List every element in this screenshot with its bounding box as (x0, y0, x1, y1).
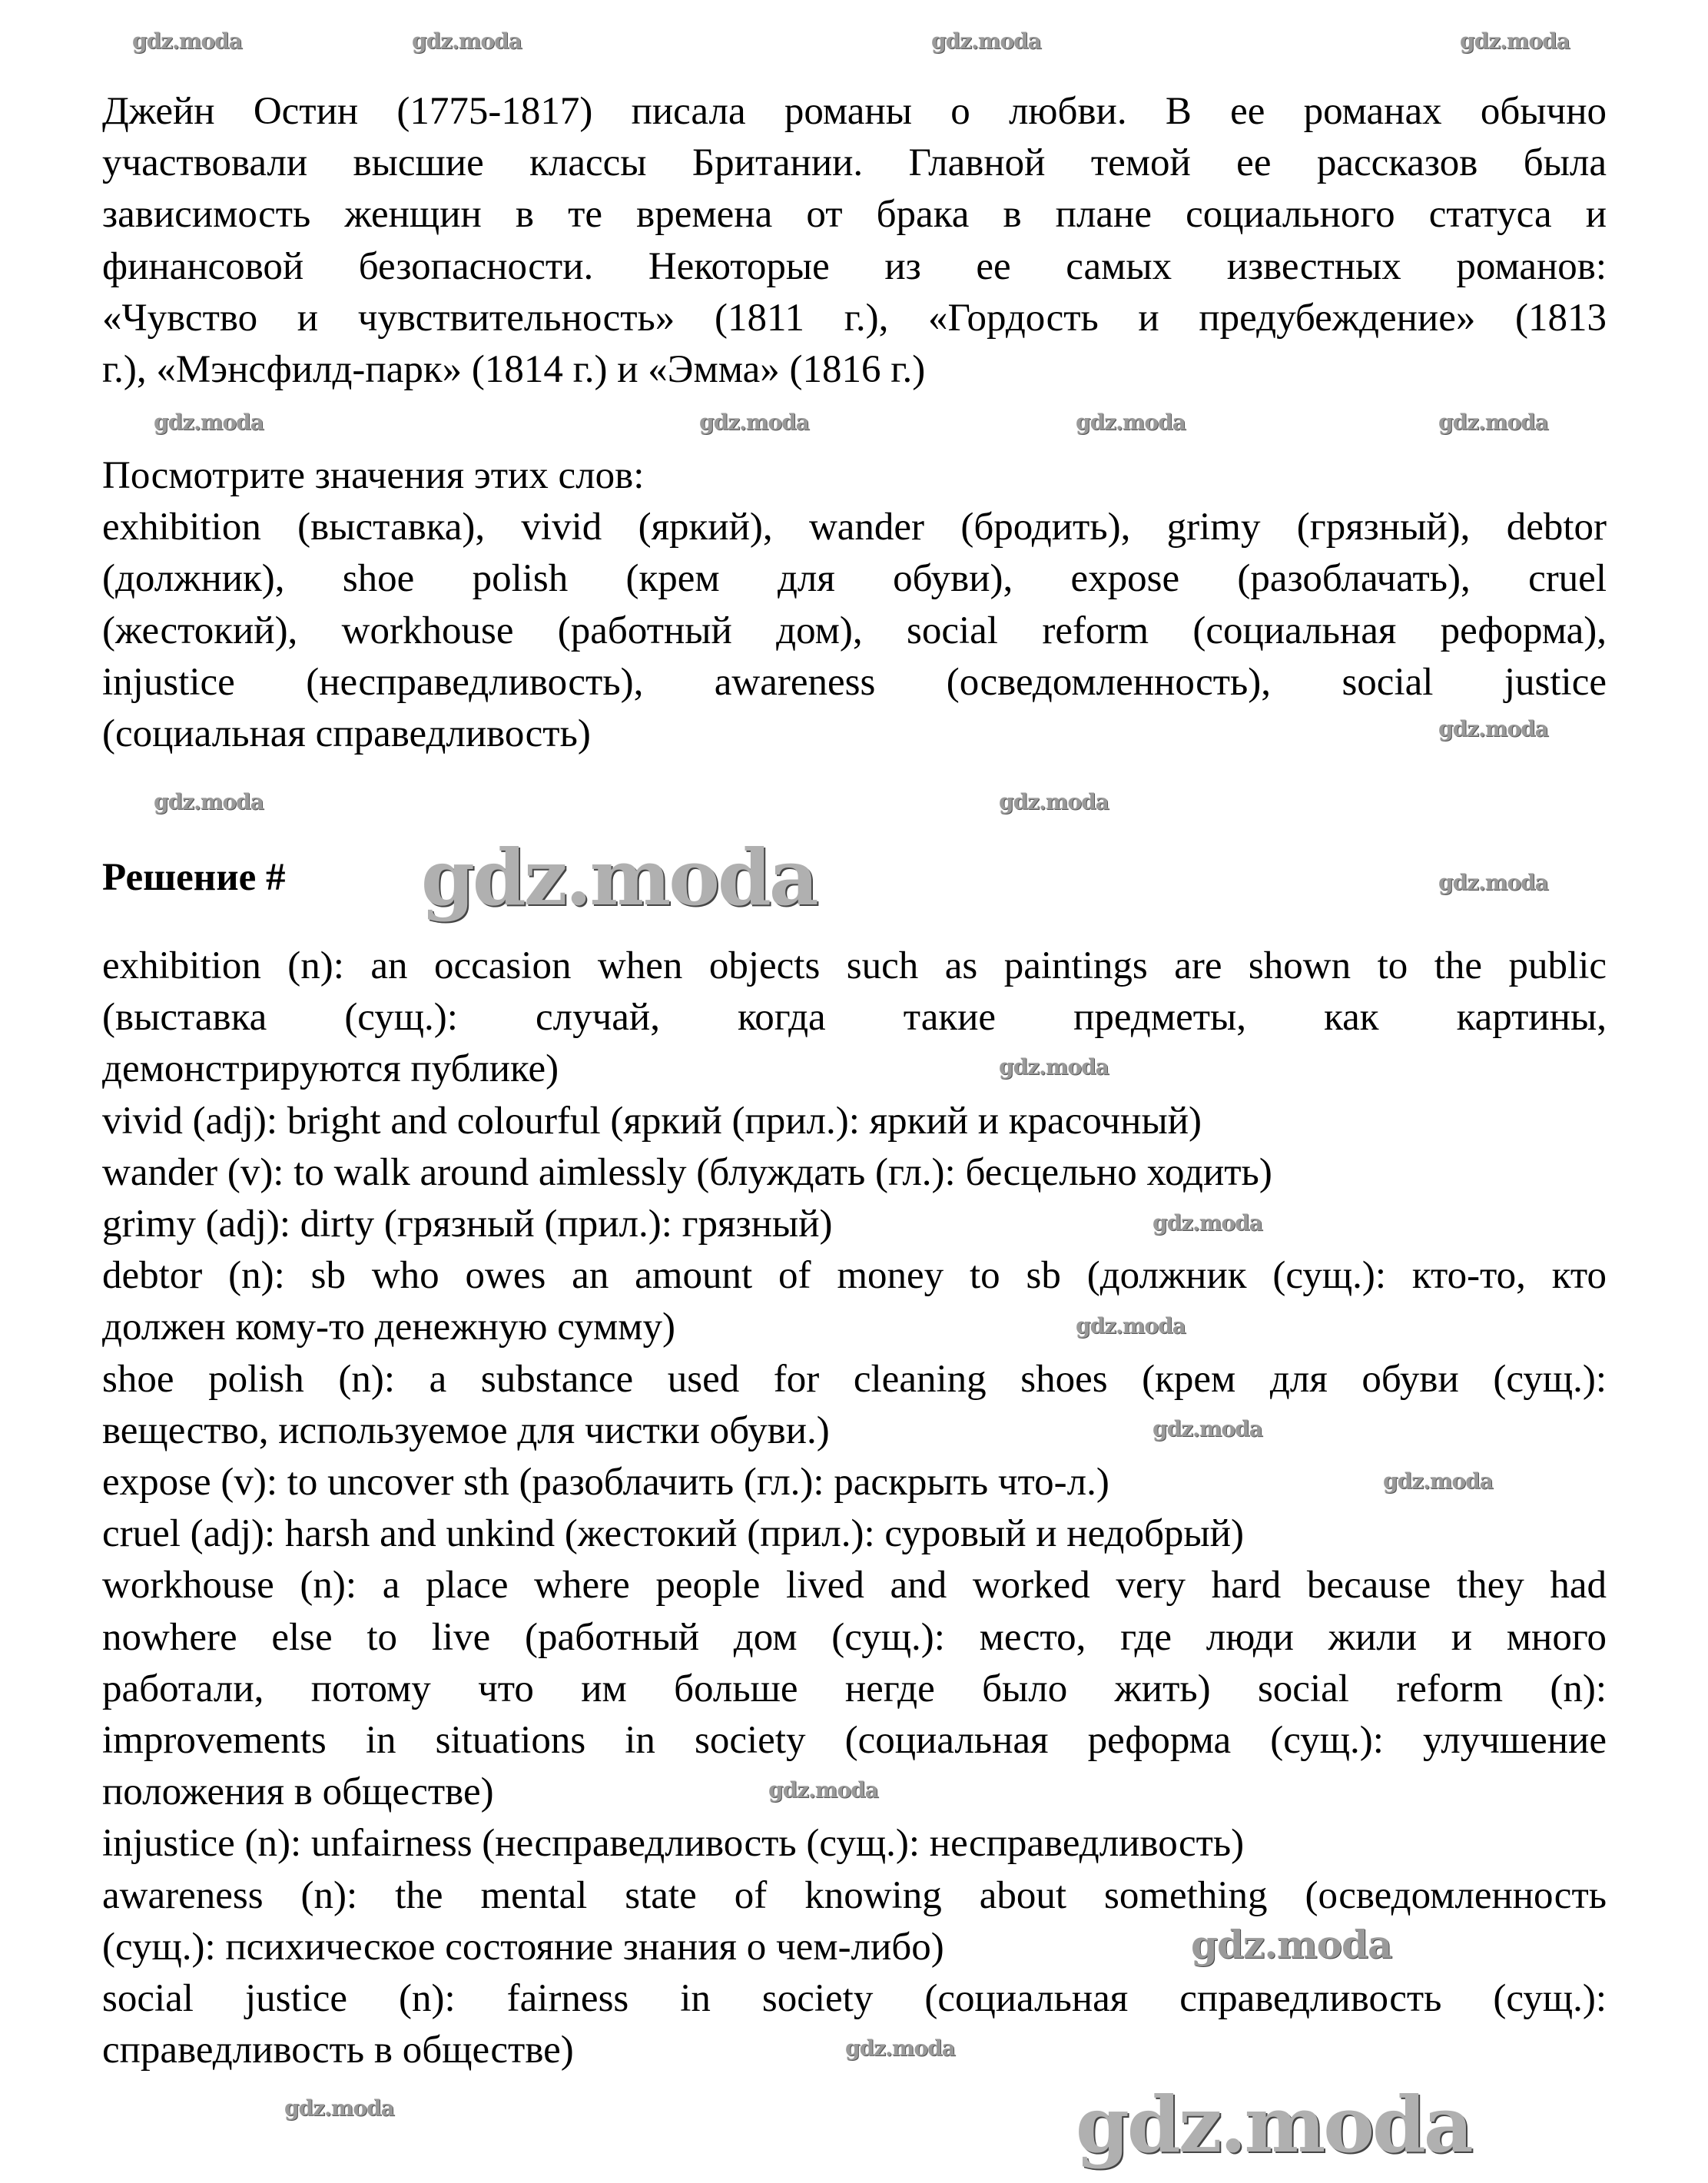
text-line: зависимость женщин в те времена от брака в плане социального статуса и (102, 193, 1607, 237)
text-line: финансовой безопасности. Некоторые из ее самых известных романов: (102, 244, 1607, 288)
watermark: gdz.moda (768, 1777, 878, 1803)
watermark: gdz.moda (1076, 1313, 1186, 1339)
text-line: справедливость в обществе) (102, 2029, 574, 2072)
text-line: (сущ.): психическое состояние знания о чем-либо) (102, 1925, 944, 1969)
text-line: grimy (adj): dirty (грязный (прил.): грязный) (102, 1203, 833, 1246)
text-line: (социальная справедливость) (102, 712, 591, 756)
text-line: Посмотрите значения этих слов: (102, 454, 645, 497)
text-line: nowhere else to live (работный дом (сущ.): место, где люди жили и много (102, 1615, 1607, 1659)
text-line: workhouse (n): a place where people lived and worked very hard because they had (102, 1564, 1607, 1607)
text-line: debtor (n): sb who owes an amount of money to sb (должник (сущ.): кто-то, кто (102, 1254, 1607, 1298)
text-line: vivid (adj): bright and colourful (яркий (прил.): яркий и красочный) (102, 1099, 1202, 1143)
text-line: «Чувство и чувствительность» (1811 г.), «Гордость и предубеждение» (1813 (102, 296, 1607, 340)
text-line: Джейн Остин (1775-1817) писала романы о любви. В ее романах обычно (102, 90, 1607, 133)
solution-heading: Решение # (102, 856, 286, 899)
watermark: gdz.moda (845, 2035, 955, 2061)
text-line: участвовали высшие классы Британии. Главной темой ее рассказов была (102, 141, 1607, 185)
watermark: gdz.moda (1076, 410, 1186, 435)
text-line: cruel (adj): harsh and unkind (жестокий (прил.): суровый и недобрый) (102, 1512, 1244, 1556)
text-line: injustice (несправедливость), awareness (осведомленность), social justice (102, 660, 1607, 704)
watermark: gdz.moda (154, 410, 264, 435)
vocab-paragraph (102, 450, 1607, 760)
text-line: демонстрируются публике) (102, 1047, 559, 1091)
text-line: (жестокий), workhouse (работный дом), social reform (социальная реформа), (102, 609, 1607, 652)
text-line: (должник), shoe polish (крем для обуви), expose (разоблачать), cruel (102, 557, 1607, 601)
text-line: expose (v): to uncover sth (разоблачить (гл.): раскрыть что-л.) (102, 1461, 1109, 1505)
text-line: exhibition (n): an occasion when objects such as paintings are shown to the public (102, 944, 1607, 987)
watermark: gdz.moda (999, 789, 1109, 814)
text-line: exhibition (выставка), vivid (яркий), wander (бродить), grimy (грязный), debtor (102, 506, 1607, 549)
text-line: вещество, используемое для чистки обуви.) (102, 1408, 830, 1452)
watermark: gdz.moda (1438, 870, 1548, 895)
text-line: (выставка (сущ.): случай, когда такие предметы, как картины, (102, 996, 1607, 1040)
watermark: gdz.moda (931, 28, 1041, 54)
text-line: работали, потому что им больше негде было жить) social reform (n): (102, 1667, 1607, 1710)
watermark: gdz.moda (132, 28, 242, 54)
watermark: gdz.moda (1460, 28, 1570, 54)
watermark: gdz.moda (1438, 716, 1548, 741)
watermark: gdz.moda (154, 789, 264, 814)
text-line: wander (v): to walk around aimlessly (блуждать (гл.): бесцельно ходить) (102, 1150, 1272, 1194)
watermark: gdz.moda (1438, 410, 1548, 435)
text-line: awareness (n): the mental state of knowing about something (осведомленность (102, 1873, 1607, 1917)
text-line: injustice (n): unfairness (несправедливость (сущ.): несправедливость) (102, 1822, 1245, 1866)
watermark: gdz.moda (699, 410, 809, 435)
intro-paragraph (102, 86, 1607, 396)
watermark: gdz.moda (999, 1054, 1109, 1080)
text-line: должен кому-то денежную сумму) (102, 1305, 676, 1349)
watermark: gdz.moda (1383, 1468, 1493, 1494)
text-line: improvements in situations in society (социальная реформа (сущ.): улучшение (102, 1719, 1607, 1763)
watermark: gdz.moda (284, 2095, 394, 2121)
watermark: gdz.moda (1076, 2079, 1471, 2170)
text-line: social justice (n): fairness in society (социальная справедливость (сущ.): (102, 1977, 1607, 2021)
text-line: положения в обществе) (102, 1770, 494, 1814)
watermark: gdz.moda (1152, 1416, 1262, 1442)
solution-paragraph (102, 941, 1607, 2076)
text-line: г.), «Мэнсфилд-парк» (1814 г.) и «Эмма» (1816 г.) (102, 348, 926, 392)
watermark: gdz.moda (421, 832, 817, 923)
watermark: gdz.moda (1152, 1210, 1262, 1236)
watermark: gdz.moda (412, 28, 522, 54)
text-line: shoe polish (n): a substance used for cleaning shoes (крем для обуви (сущ.): (102, 1357, 1607, 1401)
watermark: gdz.moda (1191, 1922, 1392, 1967)
